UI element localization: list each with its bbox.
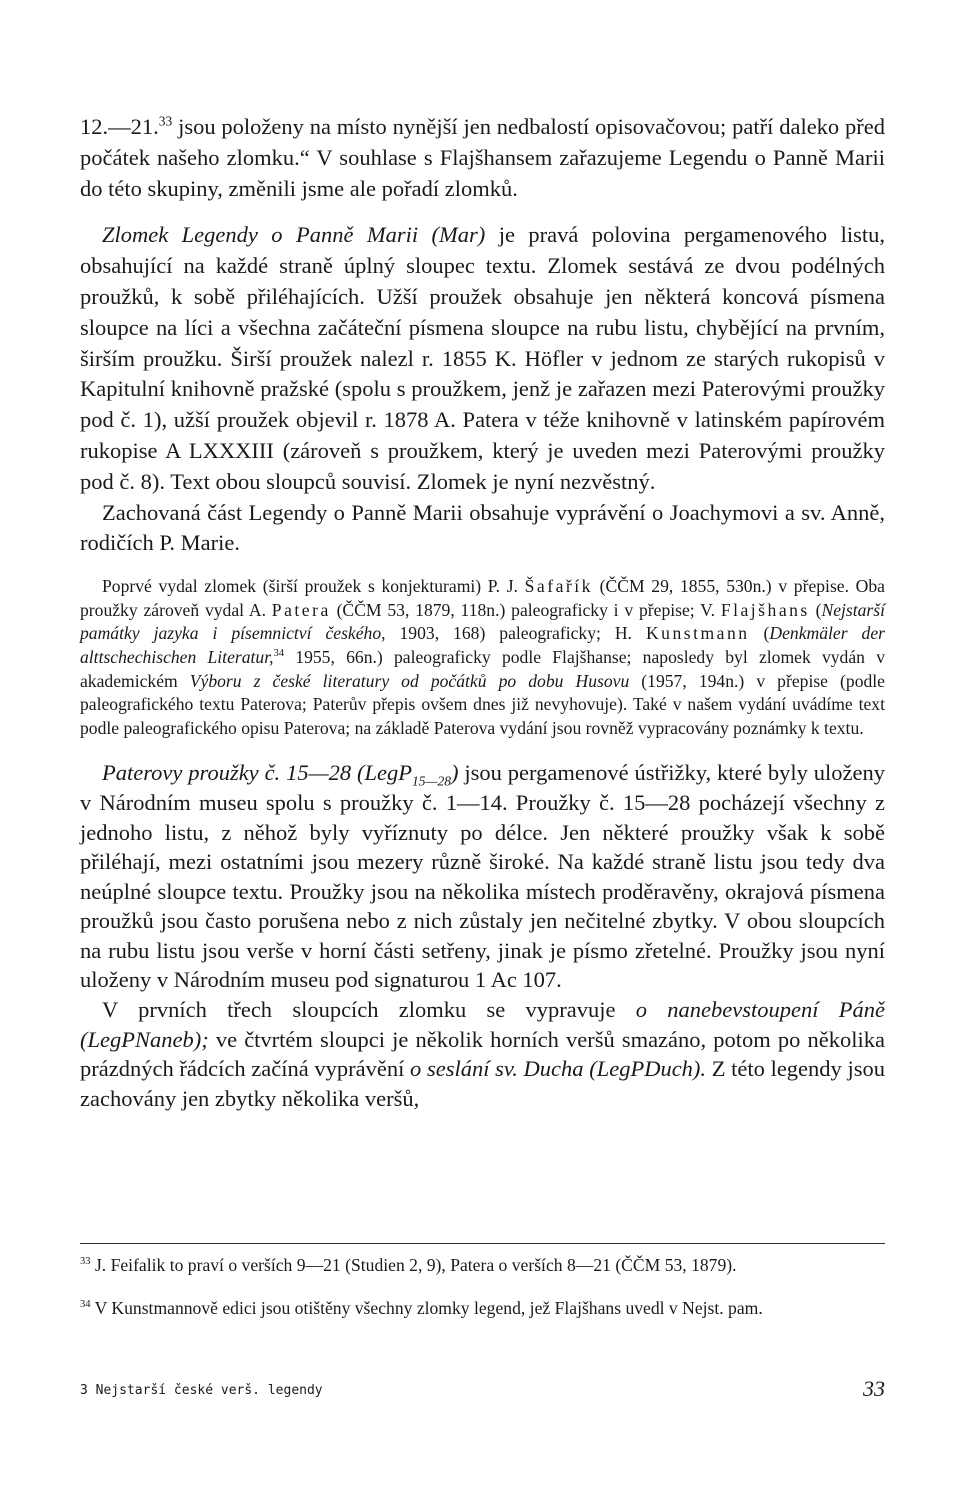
text-run: ve čtvrtém sloupci je několik horních veršů smazáno, potom po několika prázdných řádcích začíná vyprávění (80, 1026, 885, 1082)
text-run: jsou pergamenové ústřižky, které byly uloženy v Národním museu spolu s proužky č. 1—14. Proužky č. 15—28 pocházejí všechny z jednoho listu, z něhož byly vyříznuty po délce. Jen některé proužky však k sobě přiléhají, mezi ostatními jsou mezery různě široké. Na každé straně listu jsou tedy dva neúplné sloupce textu. Proužky jsou na několika místech proděravěny, okrajová písmena proužků jsou často porušena nebo z nich zůstaly jen nečitelné zbytky. V obou sloupcích na rubu listu jsou verše v horní části setřeny, jinak je písmo zřetelné. Proužky jsou nyní uloženy v Národním museu pod signaturou 1 Ac 107. (80, 760, 885, 993)
text-run: ( (749, 623, 770, 644)
footnote-ref-34: 34 (273, 648, 285, 660)
text-run: Paterovy proužky č. 15—28 (LegP (102, 760, 412, 786)
work-title: Denkmäler der alttschechischen Literatur, (80, 623, 885, 667)
text-run: je pravá polovina pergamenového listu, obsahující na každé straně úplný sloupec textu. Zlomek sestává ze dvou podélných proužků, k sobě přiléhajících. Užší proužek obsahuje jen některá koncová písmena sloupce na líci a všechna začáteční písmena sloupce na rubu listu, chybějící na prvním, širším proužku. Širší proužek nalezl r. 1855 K. Höfler v jednom ze starých rukopisů v Kapitulní knihovně pražské (spolu s proužkem, jenž je zařazen mezi Paterovými proužky pod č. 1), užší proužek objevil r. 1878 A. Patera v téže knihovně v latinském papírovém rukopise A LXXXIII (zároveň s proužkem, který je uveden mezi Paterovými proužky pod č. 8). Text obou sloupců souvisí. Zlomek je nyní nezvěstný. (80, 222, 885, 494)
italic-term: o nanebevstoupení Páně (LegPNaneb); (80, 997, 885, 1052)
italic-heading: Zlomek Legendy o Panně Marii (Mar) (102, 222, 486, 248)
author-name: Šafařík (524, 576, 593, 597)
footnote-33 (80, 1255, 885, 1277)
author-name: Kunstmann (645, 623, 750, 644)
footnote-mark: 34 (80, 1299, 91, 1311)
paragraph-columns (80, 995, 885, 1113)
text-run: 1903, 168) paleograficky; H. (385, 623, 646, 644)
work-title: Nejstarší památky jazyka i písemnictví českého, (80, 599, 885, 644)
text-run: Poprvé vydal zlomek (širší proužek s konjekturami) P. J. (102, 576, 525, 597)
author-name: Patera (271, 599, 331, 620)
author-name: Flajšhans (720, 599, 810, 620)
text-run: ( (809, 599, 822, 620)
text-run: 12.—21. (80, 114, 159, 139)
text-run: jsou položeny na místo nynější jen nedbalostí opisovačovou; patří daleko před počátek našeho zlomku.“ V souhlase s Flajšhansem zařazujeme Legendu o Panně Marii do této skupiny, změnili jsme ale pořadí zlomků. (80, 114, 885, 201)
text-run: Zachovaná část Legendy o Panně Marii obsahuje vyprávění o Joachymovi a sv. Anně, rodičích P. Marie. (80, 499, 885, 556)
bibliography-paragraph (80, 575, 885, 740)
footnote-text: V Kunstmannově edici jsou otištěny všechny zlomky legend, jež Flajšhans uvedl v Nejst. pam. (90, 1298, 763, 1318)
paragraph-content (80, 498, 885, 560)
text-run: Z této legendy jsou zachovány jen zbytky několika veršů, (80, 1056, 885, 1111)
footnote-divider (80, 1243, 885, 1244)
footnote-ref-33: 33 (158, 113, 173, 129)
italic-heading (102, 760, 459, 789)
text-run: 1955, 66n.) paleograficky podle Flajšhanse; naposledy byl zlomek vydán v akademickém (80, 646, 885, 691)
text-run: V prvních třech sloupcích zlomku se vypravuje (102, 997, 636, 1023)
paragraph-legp (80, 758, 885, 995)
signature-mark: 3 Nejstarší české verš. legendy (80, 1383, 323, 1398)
paragraph-mar (80, 220, 885, 497)
work-title: Výboru z české literatury od počátků po dobu Husovu (189, 670, 630, 691)
text-run: (ČČM 53, 1879, 118n.) paleograficky i v přepise; V. (330, 599, 721, 620)
footnote-mark: 33 (80, 1256, 91, 1268)
text-run: (ČČM 29, 1855, 530n.) v přepise. Oba proužky zároveň vydal A. (80, 576, 885, 620)
text-run: (1957, 194n.) v přepise (podle paleografického textu Paterova; Paterův přepis ovšem dnes již nevyhovuje). Také v našem vydání uvádíme text podle paleografického opisu Paterova; na základě Paterova vydání jsou rovněž vypracovány poznámky k textu. (80, 670, 885, 738)
footnote-34 (80, 1298, 885, 1320)
paragraph-1 (80, 112, 885, 204)
italic-term: o seslání sv. Ducha (LegPDuch). (410, 1056, 707, 1082)
text-run: ) (450, 760, 459, 786)
footnote-text: J. Feifalik to praví o verších 9—21 (Studien 2, 9), Patera o verších 8—21 (ČČM 53, 1879). (90, 1255, 737, 1275)
page-body (80, 112, 885, 1113)
subscript: 15—28 (411, 773, 451, 789)
page-number: 33 (863, 1376, 885, 1401)
